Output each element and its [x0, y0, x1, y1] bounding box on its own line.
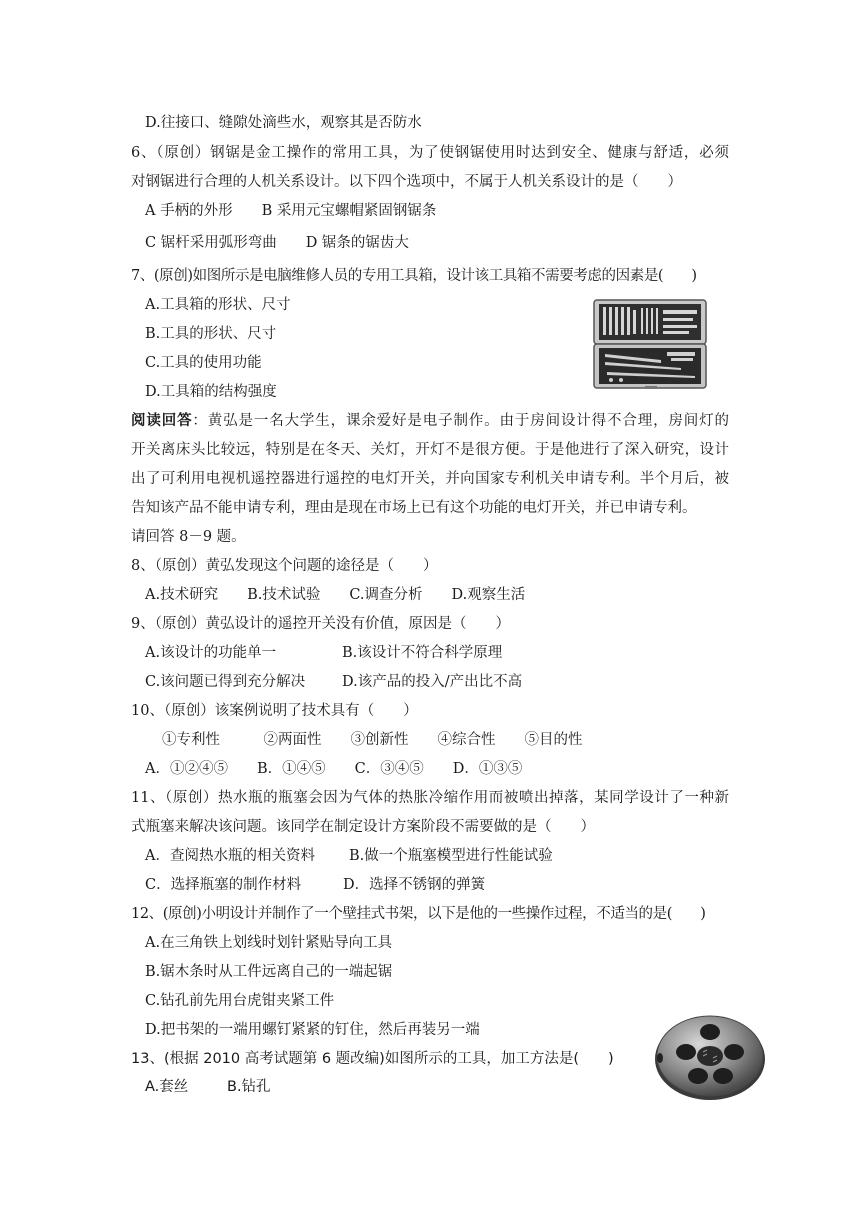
q12-option-d: D.把书架的一端用螺钉紧紧的钉住，然后再装另一端 [145, 1022, 480, 1038]
q6-stem-line2: 对钢锯进行合理的人机关系设计。以下四个选项中，不属于人机关系设计的是（ ） [131, 174, 682, 190]
reading-line4: 告知该产品不能申请专利，理由是现在市场上已有这个功能的电灯开关，并已申请专利。 [131, 500, 697, 516]
q7-option-d: D.工具箱的结构强度 [145, 384, 277, 400]
q7-option-b: B.工具的形状、尺寸 [145, 326, 277, 342]
reading-text-line1: ：黄弘是一名大学生，课余爱好是电子制作。由于房间设计得不合理，房间灯的 [192, 413, 729, 429]
q6-options-cd: C 锯杆采用弧形弯曲 D 锯条的锯齿大 [145, 235, 409, 251]
q10-options: A．①②④⑤ B．①④⑤ C．③④⑤ D．①③⑤ [145, 761, 523, 777]
q9-stem: 9、（原创）黄弘设计的遥控开关没有价值，原因是（ ） [131, 616, 510, 632]
q11-option-b: B.做一个瓶塞模型进行性能试验 [349, 848, 553, 864]
q11-option-a: A．查阅热水瓶的相关资料 [145, 848, 315, 864]
q12-stem: 12、(原创)小明设计并制作了一个壁挂式书架，以下是他的一些操作过程，不适当的是( ) [131, 906, 706, 922]
q11-option-c: C．选择瓶塞的制作材料 [145, 877, 302, 893]
q11-stem-line1: 11、（原创）热水瓶的瓶塞会因为气体的热胀冷缩作用而被喷出掉落，某同学设计了一种新 [131, 790, 729, 806]
reading-line2: 开关离床头比较远，特别是在冬天、关灯，开灯不是很方便。于是他进行了深入研究，设计 [131, 442, 729, 458]
q12-option-a: A.在三角铁上划线时划针紧贴导向工具 [145, 935, 393, 951]
q9-option-c: C.该问题已得到充分解决 [145, 674, 306, 690]
q5-option-d: D.往接口、缝隙处滴些水，观察其是否防水 [145, 115, 422, 131]
q13-option-b: B.钻孔 [227, 1079, 271, 1095]
q10-items: ①专利性 ②两面性 ③创新性 ④综合性 ⑤目的性 [162, 732, 583, 748]
q9-option-b: B.该设计不符合科学原理 [342, 645, 503, 661]
toolbox-image [591, 298, 709, 390]
reading-line3: 出了可利用电视机遥控器进行遥控的电灯开关，并向国家专利机关申请专利。半个月后，被 [131, 471, 729, 487]
q11-option-d: D．选择不锈钢的弹簧 [343, 877, 486, 893]
q12-option-c: C.钻孔前先用台虎钳夹紧工件 [145, 993, 335, 1009]
q7-option-c: C.工具的使用功能 [145, 355, 262, 371]
q8-options: A.技术研究 B.技术试验 C.调查分析 D.观察生活 [145, 587, 526, 603]
reading-line1 [131, 411, 729, 431]
q6-stem-line1: 6、（原创）钢锯是金工操作的常用工具，为了使钢锯使用时达到安全、健康与舒适，必须 [131, 145, 729, 161]
threading-die-image [653, 1012, 767, 1102]
q10-stem: 10、（原创）该案例说明了技术具有（ ） [131, 703, 418, 719]
q7-option-a: A.工具箱的形状、尺寸 [145, 297, 291, 313]
q8-stem: 8、（原创）黄弘发现这个问题的途径是（ ） [131, 558, 438, 574]
reading-label: 阅读回答 [131, 412, 193, 429]
q12-option-b: B.锯木条时从工件远离自己的一端起锯 [145, 964, 393, 980]
q6-options-ab: A 手柄的外形 B 采用元宝螺帽紧固钢锯条 [145, 203, 437, 219]
reading-line5: 请回答 8－9 题。 [131, 529, 246, 545]
q9-option-a: A.该设计的功能单一 [145, 645, 277, 661]
q9-option-d: D.该产品的投入/产出比不高 [342, 674, 523, 690]
q11-stem-line2: 式瓶塞来解决该问题。该同学在制定设计方案阶段不需要做的是（ ） [131, 819, 595, 835]
q13-option-a: A.套丝 [145, 1079, 189, 1095]
q13-stem: 13、(根据 2010 高考试题第 6 题改编)如图所示的工具，加工方法是( ) [131, 1051, 614, 1067]
q7-stem: 7、(原创)如图所示是电脑维修人员的专用工具箱，设计该工具箱不需要考虑的因素是( ) [131, 268, 697, 284]
